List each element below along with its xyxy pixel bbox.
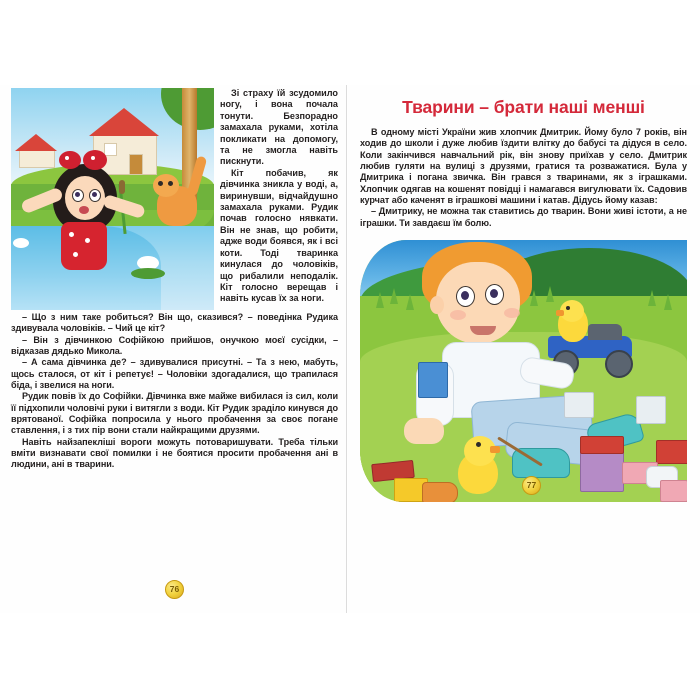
right-page-content xyxy=(360,88,687,610)
hair-bow-left xyxy=(59,151,81,169)
house-window xyxy=(104,143,117,156)
paragraph: Кіт побачив, як дівчинка зникла у воді, а, виринувши, відчайдушно замахала руками. Рудик почав голосно нявкати. Він не знав, що робити, адже води боявся, як і всі коти. Тоді тваринка кинулася до чоловіків, що рибалили неподалік. Кіт голосно верещав і навіть кусав їх за ноги. xyxy=(220,167,338,304)
toy-block-white xyxy=(564,392,594,418)
left-page-content xyxy=(11,88,338,608)
bow-dot-1 xyxy=(65,156,69,160)
illustration-boy-with-chicks xyxy=(360,240,687,502)
left-lower-text xyxy=(11,311,338,471)
left-page xyxy=(0,85,347,613)
paragraph: В одному місті України жив хлопчик Дмитрик. Йому було 7 років, він ходив до школи і дуже любив їздити влітку до бабусі та дідуся в село. Коли закінчився навчальний рік, він знову приїхав у село. Дмитрик любив гуляти на вулиці з друзями, гратися та розважатися. Була у Дмитрика і погана звичка. Він грався з тваринами, як з іграшками. Хлопчик одягав на кошенят повідці і намагався вигулювати їх. Садовив курчат або каченят в іграшкові машини і катав. Дідусь йому казав: xyxy=(360,127,687,206)
paragraph: Навіть найзапекліші вороги можуть потоваришувати. Треба тільки вміти визнавати свої помилки і не боятися просити пробачення ані в людини, ані в тварини. xyxy=(11,436,338,470)
book-spread xyxy=(0,85,700,613)
paragraph: – Що з ним таке робиться? Він що, сказився? – поведінка Рудика здивувала чоловіків. – Чий це кіт? xyxy=(11,312,338,334)
illustration-girl-drowning xyxy=(11,88,214,310)
girl-mouth xyxy=(79,206,89,214)
girl-pupil-left xyxy=(75,192,80,197)
roof-small xyxy=(15,134,57,151)
chick-on-ground-beak xyxy=(490,446,500,453)
roof-main xyxy=(89,108,159,136)
grass-tuft xyxy=(376,292,384,308)
toy-block-red-top xyxy=(580,436,624,454)
house-door xyxy=(129,154,143,175)
right-page xyxy=(348,85,700,613)
paragraph: – А сама дівчинка де? – здивувалися присутні. – Та з нею, мабуть, щось сталося, от кіт і репетує! – Чоловіки здогадалися, що трапилася біда, і звелися на ноги. xyxy=(11,357,338,391)
grass-tuft xyxy=(530,290,538,306)
toy-block-white-2 xyxy=(636,396,666,424)
toy-block-blue xyxy=(418,362,448,398)
toy-block-orange xyxy=(422,482,458,502)
reed-head xyxy=(119,180,125,194)
grass-tuft xyxy=(406,294,414,310)
toy-block-red xyxy=(656,440,687,464)
paragraph: Рудик повів їх до Софійки. Дівчинка вже майже вибилася із сил, коли її підхопили чоловічі руки і витягли з води. Кіт Рудик зраділо кинувся до врятованої. Софійка попросила у нього пробачення за своє погане ставлення, і з тих пір вони стали найкращими друзями. xyxy=(11,391,338,436)
boy-hand-left xyxy=(404,418,444,444)
swimsuit-dot-3 xyxy=(73,252,78,257)
page-number-left: 76 xyxy=(165,580,184,599)
toy-car-wheel-rear xyxy=(605,350,633,378)
story-title: Тварини – брати наші менші xyxy=(402,97,645,117)
boy-ear xyxy=(430,296,444,314)
page-number-right: 77 xyxy=(522,476,541,495)
paragraph: – Дмитрику, не можна так ставитись до тварин. Вони живі істоти, а не іграшки. Ти завдаєш їм болю. xyxy=(360,206,687,228)
girl-pupil-right xyxy=(92,192,97,197)
bow-dot-2 xyxy=(91,156,95,160)
toy-car-cabin xyxy=(588,324,622,340)
toy-block-pink-2 xyxy=(660,480,687,502)
cat-eye-left xyxy=(158,181,163,186)
hair-bow-right xyxy=(83,150,107,170)
grass-tuft xyxy=(664,294,672,310)
cat-eye-right xyxy=(168,181,173,186)
girl-swimsuit xyxy=(61,222,107,270)
paragraph: Зі страху їй зсудомило ногу, і вона почала тонути. Безпорадно замахала руками, хотіла покликати на допомогу, та не змогла навіть пискнути. xyxy=(220,88,338,167)
right-text-block xyxy=(360,127,687,229)
swimsuit-dot-1 xyxy=(69,232,74,237)
grass-tuft xyxy=(546,286,554,302)
grass-tuft xyxy=(648,290,656,306)
grass-tuft xyxy=(390,288,398,304)
chick-on-car-beak xyxy=(556,310,564,316)
cat-head xyxy=(153,174,179,197)
lily-pad xyxy=(131,268,165,279)
water-lily-2 xyxy=(13,238,29,248)
paragraph: – Він з дівчинкою Софійкою прийшов, онучкою моєї сусідки, – відказав дядько Микола. xyxy=(11,334,338,357)
swimsuit-dot-2 xyxy=(85,238,90,243)
house-small xyxy=(19,150,55,168)
